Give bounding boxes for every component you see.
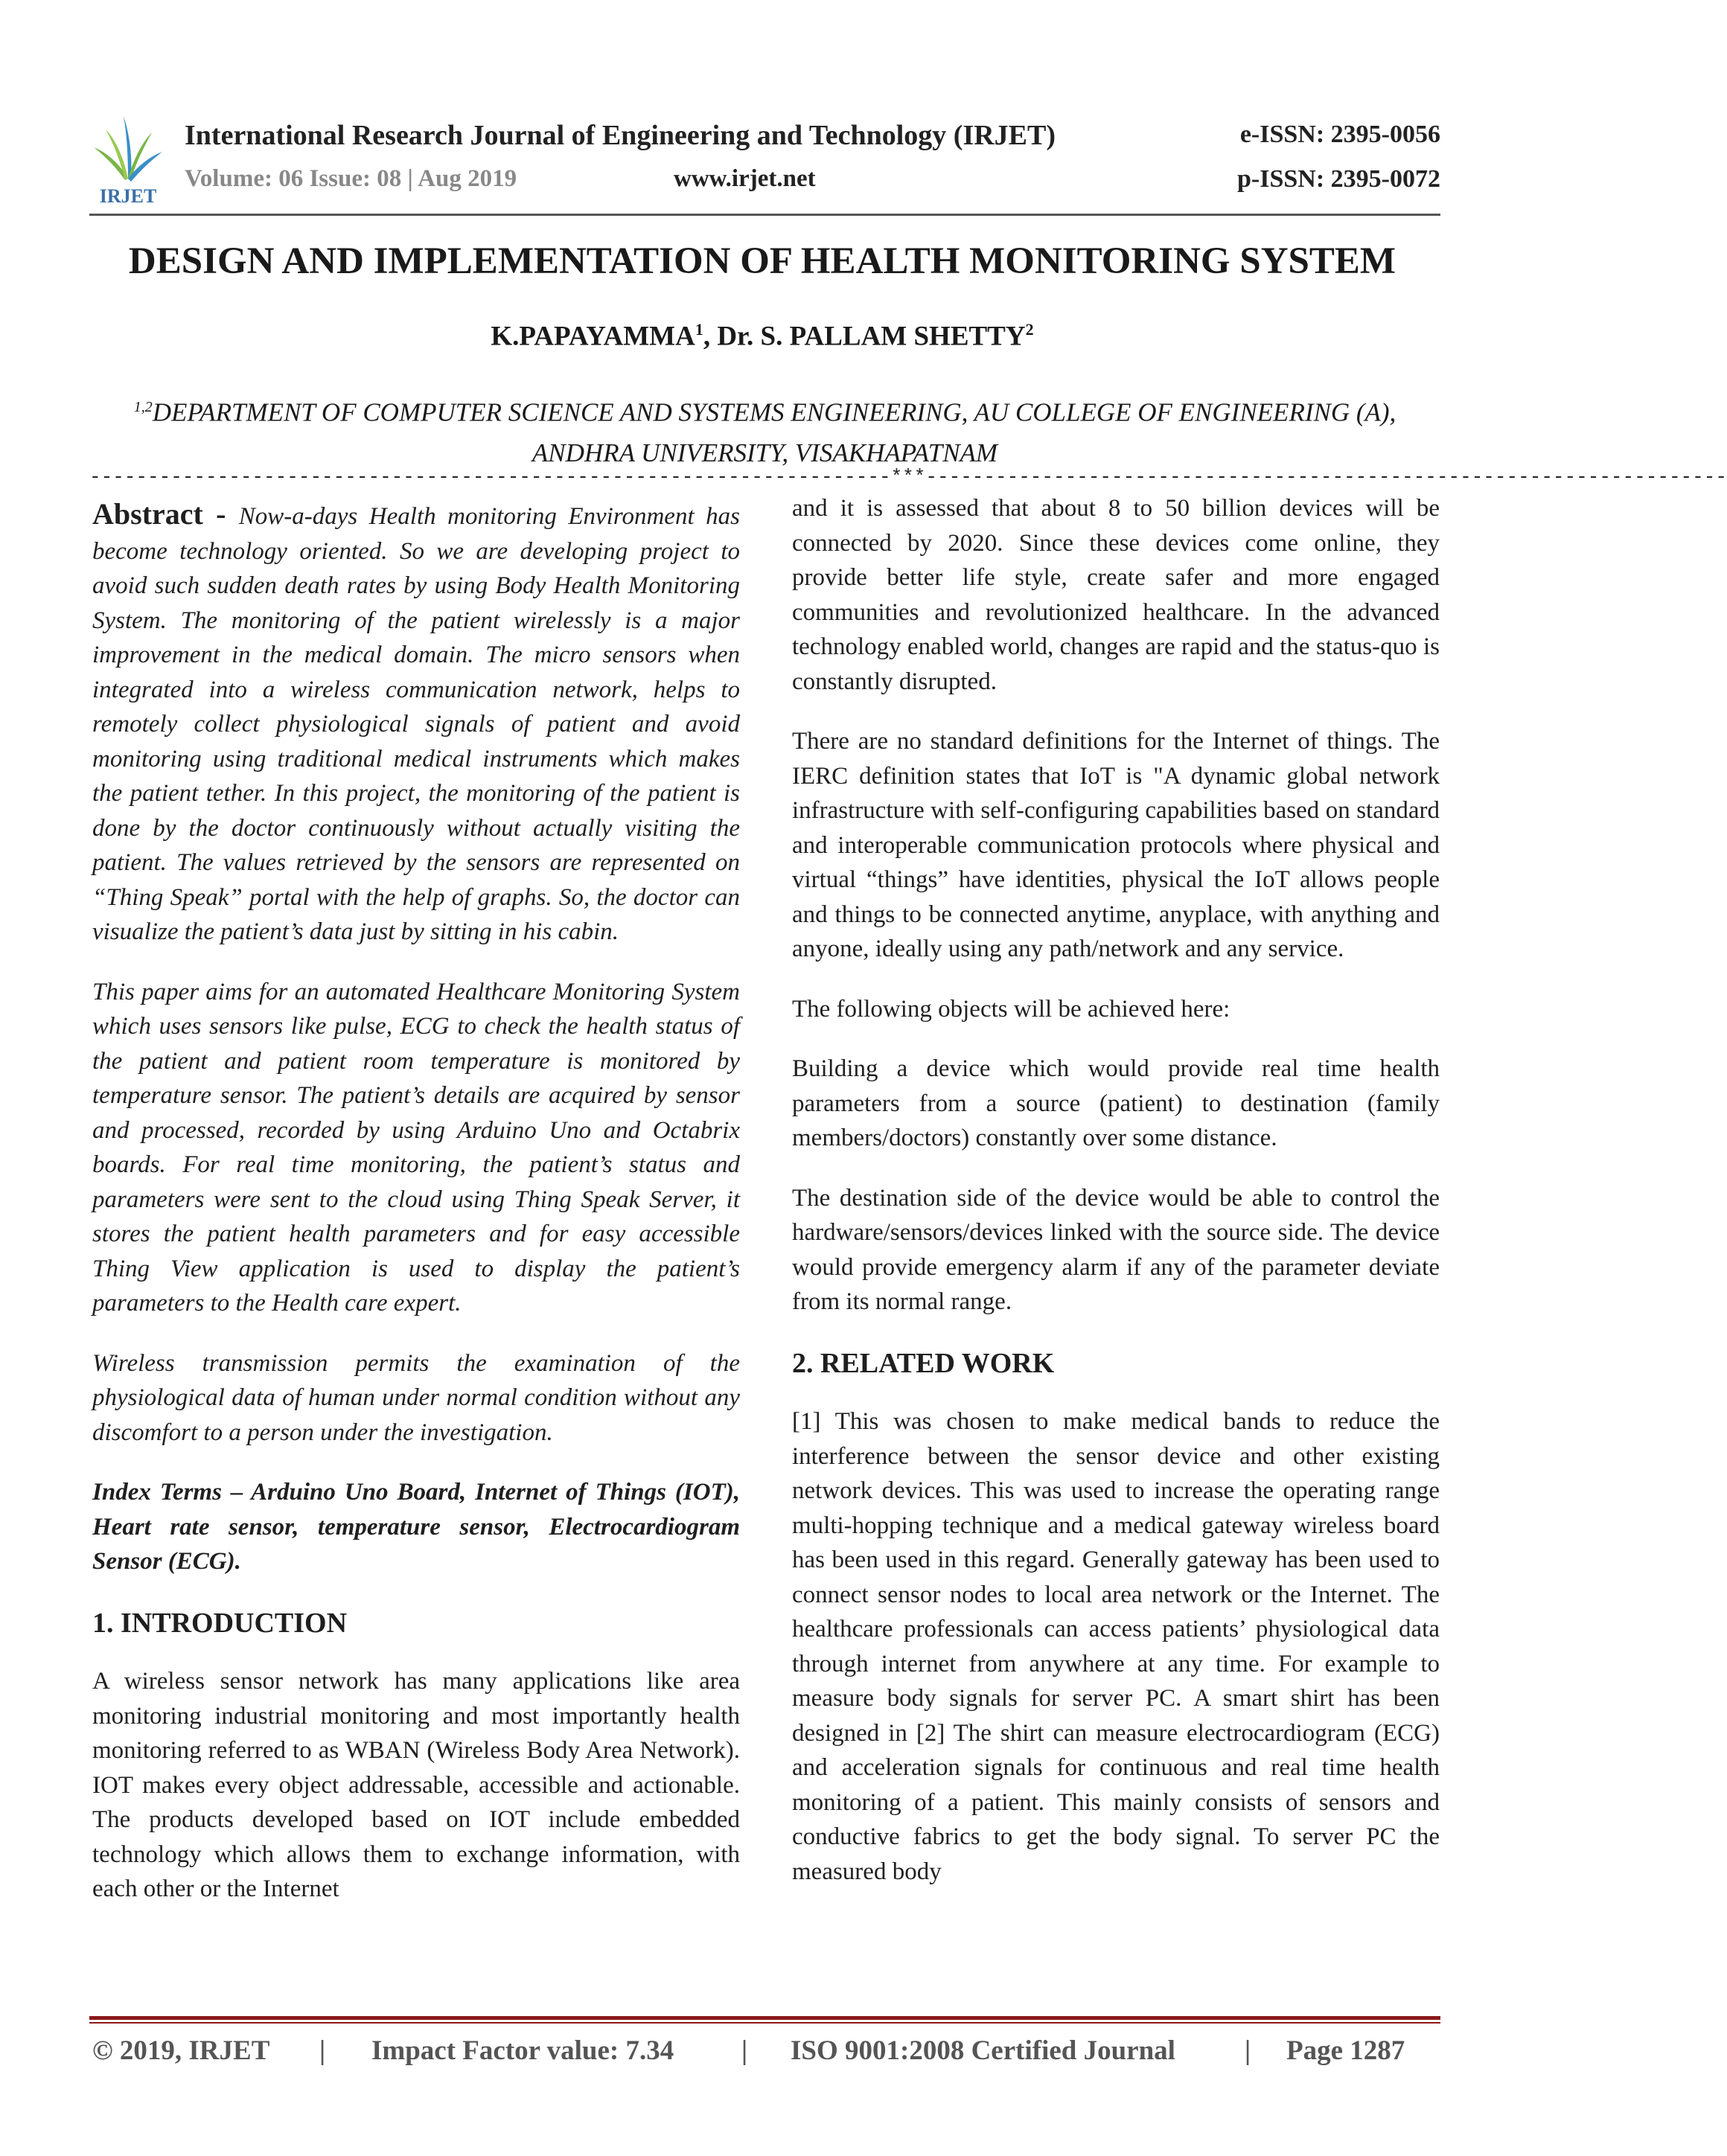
irjet-logo bbox=[89, 110, 167, 205]
author-2: Dr. S. PALLAM SHETTY bbox=[717, 321, 1026, 352]
abstract-paragraph-2: This paper aims for an automated Healthcare Monitoring System which uses sensors like pulse, ECG to check the health status of the patient and patient room temperature is monitored by temperature sensor. The patient’s details are acquired by sensor and processed, recorded by using Arduino Uno and Octabrix boards. For real time monitoring, the patient’s status and parameters were sent to the cloud using Thing Speak Server, it stores the patient health parameters and for easy accessible Thing View application is used to display the patient’s parameters to the Health care expert. bbox=[92, 978, 740, 1317]
journal-title: International Research Journal of Engineering and Technology (IRJET) bbox=[185, 120, 1056, 151]
journal-header bbox=[89, 104, 1440, 216]
right-column bbox=[792, 491, 1440, 1914]
footer-impact-factor: Impact Factor value: 7.34 bbox=[371, 2035, 674, 2066]
footer-separator-2: | bbox=[741, 2035, 748, 2066]
author-1: K.PAPAYAMMA bbox=[491, 321, 695, 352]
index-terms: Index Terms – Arduino Uno Board, Internet of Things (IOT), Heart rate sensor, temperature sensor, Electrocardiogram Sensor (ECG). bbox=[92, 1479, 740, 1575]
footer-iso: ISO 9001:2008 Certified Journal bbox=[791, 2035, 1175, 2066]
introduction-paragraph-1: A wireless sensor network has many applications like area monitoring industrial monitoring and most importantly health monitoring referred to as WBAN (Wireless Body Area Network). IOT makes every object addressable, accessible and actionable. The products developed based on IOT include embedded technology which allows them to exchange information, with each other or the Internet bbox=[92, 1668, 740, 1902]
paper-title: DESIGN AND IMPLEMENTATION OF HEALTH MONITORING SYSTEM bbox=[128, 240, 1396, 282]
footer-separator-1: | bbox=[319, 2035, 326, 2066]
footer-rule-thin bbox=[89, 2022, 1440, 2024]
section-heading-related-work: 2. RELATED WORK bbox=[792, 1347, 1055, 1379]
body-paragraph-4: Building a device which would provide real time health parameters from a source (patient) to destination (family members/doctors) constantly over some distance. bbox=[792, 1055, 1440, 1151]
body-paragraph-2: There are no standard definitions for the Internet of things. The IERC definition states that IoT is "A dynamic global network infrastructure with self-configuring capabilities based on standard and interoperable communication protocols where physical and virtual “things” have identities, physical the IoT allows people and things to be connected anytime, anyplace, with anything and anyone, ideally using any path/network and any service. bbox=[792, 728, 1440, 962]
author-2-sup: 2 bbox=[1025, 320, 1034, 339]
abstract-text-1: Now-a-days Health monitoring Environment has become technology oriented. So we are developing project to avoid such sudden death rates by using Body Health Monitoring System. The monitoring of the patient wirelessly is a major improvement in the medical domain. The micro sensors when integrated into a wireless communication network, helps to remotely collect physiological signals of patient and avoid monitoring using traditional medical instruments which makes the patient tether. In this project, the monitoring of the patient is done by the doctor continuously without actually visiting the patient. The values retrieved by the sensors are represented on “Thing Speak” portal with the help of graphs. So, the doctor can visualize the patient’s data just by sitting in his cabin. bbox=[92, 503, 740, 945]
volume-issue: Volume: 06 Issue: 08 | Aug 2019 bbox=[185, 165, 517, 192]
related-work-paragraph-1: [1] This was chosen to make medical bands to reduce the interference between the sensor device and other existing network devices. This was used to increase the operating range multi-hopping technique and a medical gateway wireless board has been used in this regard. Generally gateway has been used to connect sensor nodes to local area network or the Internet. The healthcare professionals can access patients’ physiological data through internet from anywhere at any time. For example to measure body signals for server PC. A smart shirt has been designed in [2] The shirt can measure electrocardiogram (ECG) and acceleration signals for continuous and real time health monitoring of a patient. This mainly consists of sensors and conductive fabrics to get the body signal. To server PC the measured body bbox=[792, 1408, 1440, 1885]
affiliation bbox=[89, 387, 1440, 473]
header-divider bbox=[89, 214, 1440, 216]
affiliation-sup: 1,2 bbox=[133, 399, 153, 415]
footer-copyright: © 2019, IRJET bbox=[92, 2035, 270, 2066]
section-separator: ---------------------------------------------------------------------***--------------------------------------------------------------------- bbox=[89, 466, 1727, 488]
journal-website[interactable]: www.irjet.net bbox=[674, 165, 816, 192]
abstract-paragraph-1 bbox=[92, 497, 740, 950]
affiliation-line-1: DEPARTMENT OF COMPUTER SCIENCE AND SYSTEMS ENGINEERING, AU COLLEGE OF ENGINEERING (A), bbox=[152, 397, 1396, 427]
body-paragraph-1: and it is assessed that about 8 to 50 billion devices will be connected by 2020. Since these devices come online, they provide better life style, create safer and more engaged communities and revolutionized healthcare. In the advanced technology enabled world, changes are rapid and the status-quo is constantly disrupted. bbox=[792, 495, 1440, 695]
footer-page-number: Page 1287 bbox=[1286, 2035, 1405, 2066]
body-paragraph-3: The following objects will be achieved here: bbox=[792, 995, 1230, 1023]
affiliation-line-2: ANDHRA UNIVERSITY, VISAKHAPATNAM bbox=[531, 438, 998, 467]
abstract-paragraph-3: Wireless transmission permits the examination of the physiological data of human under normal condition without any discomfort to a person under the investigation. bbox=[92, 1349, 740, 1446]
e-issn: e-ISSN: 2395-0056 bbox=[1239, 121, 1440, 148]
logo-text: IRJET bbox=[99, 185, 157, 207]
body-paragraph-5: The destination side of the device would be able to control the hardware/sensors/devices linked with the source side. The device would provide emergency alarm if any of the parameter deviate from its normal range. bbox=[792, 1184, 1440, 1315]
author-list: K.PAPAYAMMA$^1$, Dr. S. PALLAM SHETTY$^2$ bbox=[491, 320, 1034, 352]
abstract-label: Abstract - bbox=[92, 497, 239, 531]
author-1-sup: 1 bbox=[695, 320, 703, 339]
p-issn: p-ISSN: 2395-0072 bbox=[1237, 165, 1440, 193]
section-heading-introduction: 1. INTRODUCTION bbox=[92, 1607, 348, 1639]
left-column bbox=[92, 497, 740, 1932]
footer-separator-3: | bbox=[1245, 2035, 1251, 2066]
footer-rule-thick bbox=[89, 2016, 1440, 2020]
